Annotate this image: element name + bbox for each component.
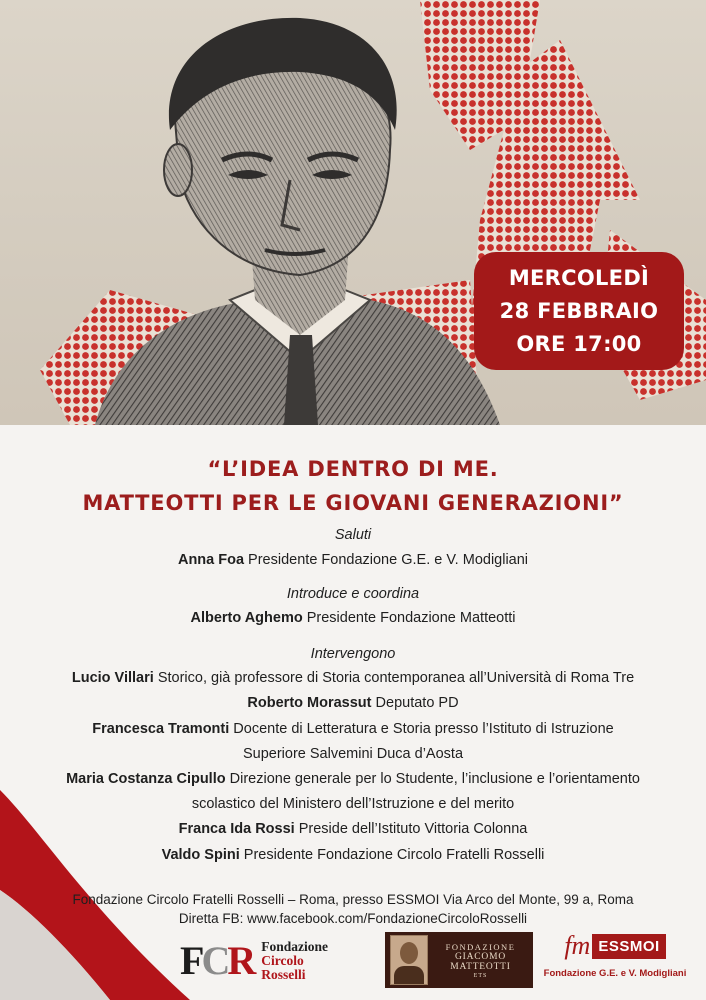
- intro-speaker: [0, 608, 706, 628]
- speaker-name: Roberto Morassut: [247, 695, 372, 711]
- speaker-role: Storico, già professore di Storia contemporanea all’Università di Roma Tre: [153, 670, 635, 686]
- speaker-role: Docente di Letteratura e Storia presso l’Istituto di Istruzione: [229, 721, 614, 737]
- fcr-monogram: FCR: [180, 938, 254, 983]
- event-weekday: MERCOLEDÌ: [508, 265, 650, 290]
- speakers-label: Intervengono: [310, 646, 396, 662]
- speaker-entry: [0, 769, 706, 789]
- logo-fondazione-giacomo-matteotti: [385, 932, 533, 988]
- venue-address: Fondazione Circolo Fratelli Rosselli – Roma, presso ESSMOI Via Arco del Monte, 99 a, Roma: [72, 892, 634, 907]
- speaker-role: Presidente Fondazione Matteotti: [302, 610, 516, 626]
- speaker-role-continued: Superiore Salvemini Duca d’Aosta: [242, 746, 464, 762]
- gm-logo-line-1: FONDAZIONE: [445, 941, 516, 952]
- speaker-name: Lucio Villari: [71, 670, 154, 686]
- essmoi-subtitle: Fondazione G.E. e V. Modigliani: [543, 968, 687, 979]
- matteotti-portrait-icon: [390, 935, 428, 985]
- fcr-logo-line-2: Circolo: [261, 953, 304, 968]
- event-date: 28 FEBBRAIO: [499, 298, 659, 323]
- speaker-name: Anna Foa: [177, 552, 245, 568]
- speaker-entry: [0, 845, 706, 865]
- speaker-name: Valdo Spini: [161, 847, 240, 863]
- event-date-badge: [474, 252, 684, 370]
- logo-essmoi: [540, 928, 690, 988]
- speaker-role: Preside dell’Istituto Vittoria Colonna: [294, 821, 528, 837]
- live-stream-info: Diretta FB: www.facebook.com/FondazioneCircoloRosselli: [178, 911, 528, 926]
- essmoi-monogram: fm: [564, 931, 591, 960]
- event-title: [0, 452, 706, 520]
- speaker-entry: [0, 819, 706, 839]
- event-time: ORE 17:00: [516, 331, 642, 356]
- logo-fondazione-circolo-rosselli: [180, 938, 370, 984]
- gm-logo-line-3: ETS: [473, 972, 488, 979]
- intro-label: Introduce e coordina: [286, 586, 420, 602]
- gm-logo-line-2: GIACOMO MATTEOTTI: [450, 951, 511, 972]
- event-title-line-1: “L’IDEA DENTRO DI ME.: [207, 457, 499, 481]
- speaker-entry: [0, 719, 706, 739]
- speaker-role-continued: scolastico del Ministero dell’Istruzione e del merito: [191, 796, 515, 812]
- greetings-label: Saluti: [334, 527, 372, 543]
- fcr-logo-line-1: Fondazione: [261, 939, 328, 954]
- essmoi-wordmark: ESSMOI: [592, 934, 665, 959]
- speaker-entry: [0, 668, 706, 688]
- speaker-entry: [0, 693, 706, 713]
- speaker-name: Franca Ida Rossi: [178, 821, 295, 837]
- speaker-role: Deputato PD: [371, 695, 459, 711]
- speaker-role: Presidente Fondazione Circolo Fratelli Rosselli: [239, 847, 545, 863]
- speaker-name: Maria Costanza Cipullo: [66, 771, 226, 787]
- speaker-role: Direzione generale per lo Studente, l’inclusione e l’orientamento: [225, 771, 640, 787]
- greetings-speaker: [0, 550, 706, 570]
- speaker-name: Francesca Tramonti: [92, 721, 230, 737]
- speaker-name: Alberto Aghemo: [190, 610, 303, 626]
- fcr-logo-line-3: Rosselli: [261, 967, 306, 982]
- venue-footer: [0, 890, 706, 928]
- speaker-role: Presidente Fondazione G.E. e V. Modigliani: [244, 552, 529, 568]
- event-title-line-2: MATTEOTTI PER LE GIOVANI GENERAZIONI”: [82, 491, 624, 515]
